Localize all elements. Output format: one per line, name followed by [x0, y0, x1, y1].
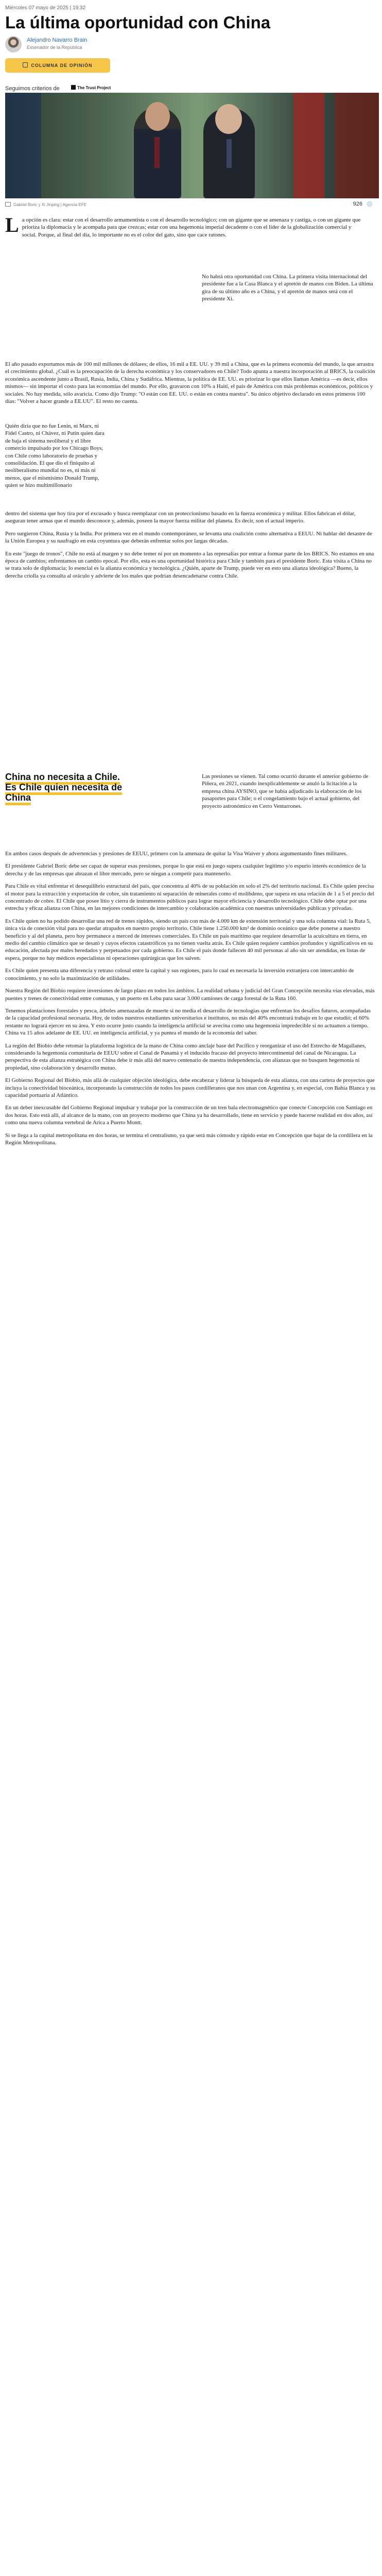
- author-avatar[interactable]: [5, 36, 22, 53]
- trust-criteria-text: Seguimos criterios de: [5, 86, 60, 92]
- paragraph: La región del Biobío debe retomar la plataforma logística de la mano de China como anclaje base del Pacífico y reorganizar el uso del Estrecho de Magallanes, considerando la hegemonía comunitaria de EEUU sobre el Canal de Panamá y el inducido fracaso del proyecto intercontinental del canal de Nicaragua. La perspectiva de esta alianza estratégica con China debe ir más allá del nuevo centenario de nuestra independencia, con alianzas que no busquen hegemonía ni propiedad, sino colaboración y desarrollo mutuo.: [5, 1042, 366, 1071]
- paragraph: Es Chile quien presenta una diferencia y retraso colosal entre la capital y sus regiones, para lo cual es necesaria la inversión extranjera con intercambio de conocimiento, y no solo la maximización de utilidades.: [5, 968, 354, 981]
- paragraph: Nuestra Región del Biobío requiere inversiones de largo plazo en todos los ámbitos. La realidad urbana y judicial del Gran Concepción necesita vías elevadas, más puentes y trenes de conectividad entre comunas, y un puerto en Lebu para sacar 3.000 camiones de carga forestal de la Ruta 160.: [5, 988, 375, 1002]
- paragraph: Si se llega a la capital metropolitana en dos horas, se termina el centralismo, ya que será más cómodo y rápido estar en Concepción que bajar de la cordillera en la Región Metropolitana.: [5, 1132, 373, 1146]
- person-head: [215, 104, 242, 134]
- person-head: [145, 102, 170, 131]
- flag-decor: [335, 93, 379, 198]
- article-title: La última oportunidad con China: [5, 13, 271, 32]
- dateline: Miércoles 07 mayo de 2025 | 19:32: [5, 5, 86, 11]
- person-tie: [154, 137, 160, 168]
- reactions-icon[interactable]: [367, 201, 373, 207]
- author-role: Exsenador de la República: [27, 45, 82, 50]
- body-right-column-1: [202, 273, 376, 308]
- paragraph: El Gobierno Regional del Biobío, más allá de cualquier objeción ideológica, debe encabezar y liderar la búsqueda de esta alianza, con una cartera de proyectos que incluya la conectividad bioceánica, incorporando la construcción de todos los pasos cordilleranos que nos unan con Argentina y, en especial, con Bahía Blanca y su capacidad portuaria al Atlántico.: [5, 1077, 376, 1098]
- paragraph: dentro del sistema que hoy tira por el excusado y busca reemplazar con un proteccionismo basado en la fuerza económica y militar. Ellos fabrican el dólar, aseguran tener armas que el mundo desconoce y, además, poseen la mayor fuerza militar del planeta. Es decir, son el actual imperio.: [5, 511, 356, 524]
- photo-caption-bar: [5, 202, 379, 209]
- paragraph: El año pasado exportamos más de 100 mil millones de dólares; de ellos, 16 mil a EE. UU. y 39 mil a China, que es la primera economía del mundo, la que arrastra el crecimiento global. ¿Cuál es la preocupación de la derecha económica y los conservadores en Chile? Todo apunta a nuestra incorporación al BRICS, la coalición económica ascendente junto a Brasil, Rusia, India, China y Sudáfrica. Mientras, la política de EE. UU. es priorizar lo que ellos llaman América —es decir, ellos mismos— sin importar el costo para las economías del mundo. Por ello, gravaron con 10% a Haití, el país de América con más problemas económicos, políticos y sociales. No hay medida, sólo avaricia. Como dijo Trump: "O están con EE. UU. o están en contra nuestra". Su único objetivo declarado en estos primeros 100 días: "Volver a hacer grande a EE.UU". El resto no cuenta.: [5, 361, 375, 405]
- badge-label: COLUMNA DE OPINIÓN: [31, 63, 93, 68]
- body-right-column-2: [202, 773, 376, 815]
- photo-count: 926: [353, 201, 362, 207]
- article-lede: [5, 213, 366, 239]
- paragraph: Quién diría que no fue Lenin, ni Marx, ni Fidel Castro, ni Chávez, ni Putin quien dara de baja el sistema neoliberal y el libre comercio impulsado por los Chicago Boys, con Chile como laboratorio de pruebas y consolidación. El que dio el finiquito al neoliberalismo mundial no es, ni más ni menos, que el mismísimo Donald Trump, quien se hizo multimillonario: [5, 423, 105, 489]
- article-hero-photo[interactable]: [5, 93, 379, 198]
- section-intertitle: [5, 772, 129, 803]
- drop-cap: L: [5, 213, 19, 236]
- trust-project-label: The Trust Project: [77, 86, 111, 90]
- flag-decor: [5, 93, 41, 198]
- camera-icon: [5, 202, 11, 207]
- trust-project-logo[interactable]: [71, 85, 111, 90]
- paragraph: Es Chile quien no ha podido desarrollar una red de trenes rápidos, siendo un país con más de 4.000 km de extensión territorial y una sola columna vial: la Ruta 5, única vía de conexión vital para no quedar atrapados en nuestro propio territorio. Chile tiene 1.250.000 km² de dominio oceánico que debe ponerse a nuestro beneficio y al del planeta, pero hoy permanece a merced de intereses comerciales. Es Chile un país maritimo que requiere desarrollar la acuicultura en tierra, en medio del cambio climático que se desató y cuyos efectos catastróficos ya no tienen vuelta atrás. Es Chile quien requiere cambios profundos y significativos en su educación, afectada por males heredados y perpetuados por cada gobierno. Es Chile el país donde fallecen 40 mil personas al año sin ser atendidas, en listas de espera, porque no hay médicos especialistas ni operaciones quirúrgicas que los salven.: [5, 918, 373, 961]
- person-tie: [227, 139, 232, 168]
- intertitle-text: China no necesita a Chile. Es Chile quien necesita de China: [5, 772, 122, 805]
- paragraph: Tenemos plantaciones forestales y pesca, árboles amenazadas de muerte si no media el desarrollo de tecnologías que enfrentan los desafíos futuros, acompañadas de la capacidad profesional necesaria. Hoy, de todos nuestros estudiantes universitarios e institutos, no más del 40% encontrará trabajo en lo que estudió; el 60% restante no logrará ejercer en su área. Y esto ocurre justo cuando la inteligencia artificial se avecina como una hegemonía impredecible si no actuamos a tiempo. China va 15 años adelante de EE. UU. en inteligencia artificial, y ya puntea el mundo de la economía del saber.: [5, 1007, 371, 1037]
- paragraph: En ambos casos después de advertencias y presiones de EEUU, primero con la amenaza de quitar la Visa Waiver y ahora argumentando fines militares.: [5, 851, 348, 857]
- photo-caption: Gabriel Boric y Xi Jinping | Agencia EFE: [13, 202, 87, 207]
- paragraph: Las presiones se vienen. Tal como ocurrió durante el anterior gobierno de Piñera, en 2021, cuando inexplicablemente se anuló la licitación a la empresa china AYSINO, que se había adjudicado la elaboración de los pasaportes para Chile; o el congelamiento bajo el actual gobierno, del proyecto astronómico en Cerro Ventarrones.: [202, 773, 369, 809]
- body-left-column-1: [5, 422, 105, 495]
- paragraph: Para Chile es vital enfrentar el desequilibrio estructural del país, que concentra al 40% de su población en solo el 2% del territorio nacional. Es Chile quien precisa el motor para la extracción y exportación de cobre, sin tratamiento ni separación de minerales como el molibdeno, que supera en una relación de 1 a 5 el precio del concentrado de cobre. El Chile que posee litio y cierra de instrumentos públicos para lograr mayor eficiencia y desarrollo tecnológico. Chile debe optar por una estrecha y eficaz alianza con China, en las mejores condiciones de intercambio y colaboración académica con nuestras universidades públicas y privadas.: [5, 883, 374, 912]
- paragraph: No habrá otra oportunidad con China. La primera visita internacional del presidente fue a la Casa Blanca y el apretón de manos con Biden. La última gira de su último año es a China, y el apretón de manos será con el presidente Xi.: [202, 274, 373, 302]
- author-name-link[interactable]: Alejandro Navarro Brain: [27, 37, 88, 43]
- lede-text: a opción es clara: estar con el desarrollo armamentista o con el desarrollo tecnológico; con un gigante que se amenaza y castiga, o con un gigante que prioriza la diplomacia y le acompaña para que crezcas; estar con una hegemonía imperial decadente o con el líder de la globalización comercial y social. Porque, al final del día, lo importante no es el color del gato, sino que cace ratones.: [22, 217, 361, 238]
- paragraph: En este "juego de tronos", Chile no está al margen y no debe temer ni por un momento a las represalias por entrar a formar parte de los BRICS. No estamos en una época de cambios; enfrentamos un cambio epocal. Por ello, esta es una oportunidad histórica para Chile y también para el presidente Boric. Esta visita a China no se trata solo de diplomacia; lo esencial es la alianza económica y tecnológica. ¿Quién, aparte de Trump, puede ver en esto una alianza ideológica? Bueno, la derecha criolla ya consulta al oráculo y advierte de los males que podrían desencadenarse contra Chile.: [5, 550, 374, 579]
- body-full-block-0: [5, 361, 376, 410]
- paragraph: Pero surgieron China, Rusia y la India. Por primera vez en el mundo contemporáneo, se levanta una coalición como alternativa a EEUU. Ni hablar del desastre de la Unión Europea y su naufragio en esta coyuntura que deberán enfrentar solos por largas décadas.: [5, 530, 372, 545]
- flag-decor: [293, 93, 324, 198]
- body-full-block-1: [5, 510, 376, 585]
- column-icon: [23, 62, 28, 67]
- trust-project-icon: [71, 85, 76, 90]
- body-full-block-2: [5, 850, 376, 1151]
- opinion-column-badge[interactable]: [5, 58, 110, 73]
- paragraph: En un deber inexcusable del Gobierno Regional impulsar y trabajar por la construcción de un tren bala electromagnético que conecte Concepción con Santiago en dos horas. Esto está allí, al alcance de la mano, con un proyecto moderno que China ya ha desarrollado, tiene en servicio y puede hacerse realidad en dos años, así como una nueva columna vertebral de Arica a Puerto Montt.: [5, 1105, 373, 1126]
- paragraph: El presidente Gabriel Boric debe ser capaz de superar esas presiones, porque lo que está en juego supera cualquier legítimo y/o espurio interés económico de la derecha y de las empresas que abrazan el libre mercado, pero se niegan a competir para mantenerlo.: [5, 863, 366, 877]
